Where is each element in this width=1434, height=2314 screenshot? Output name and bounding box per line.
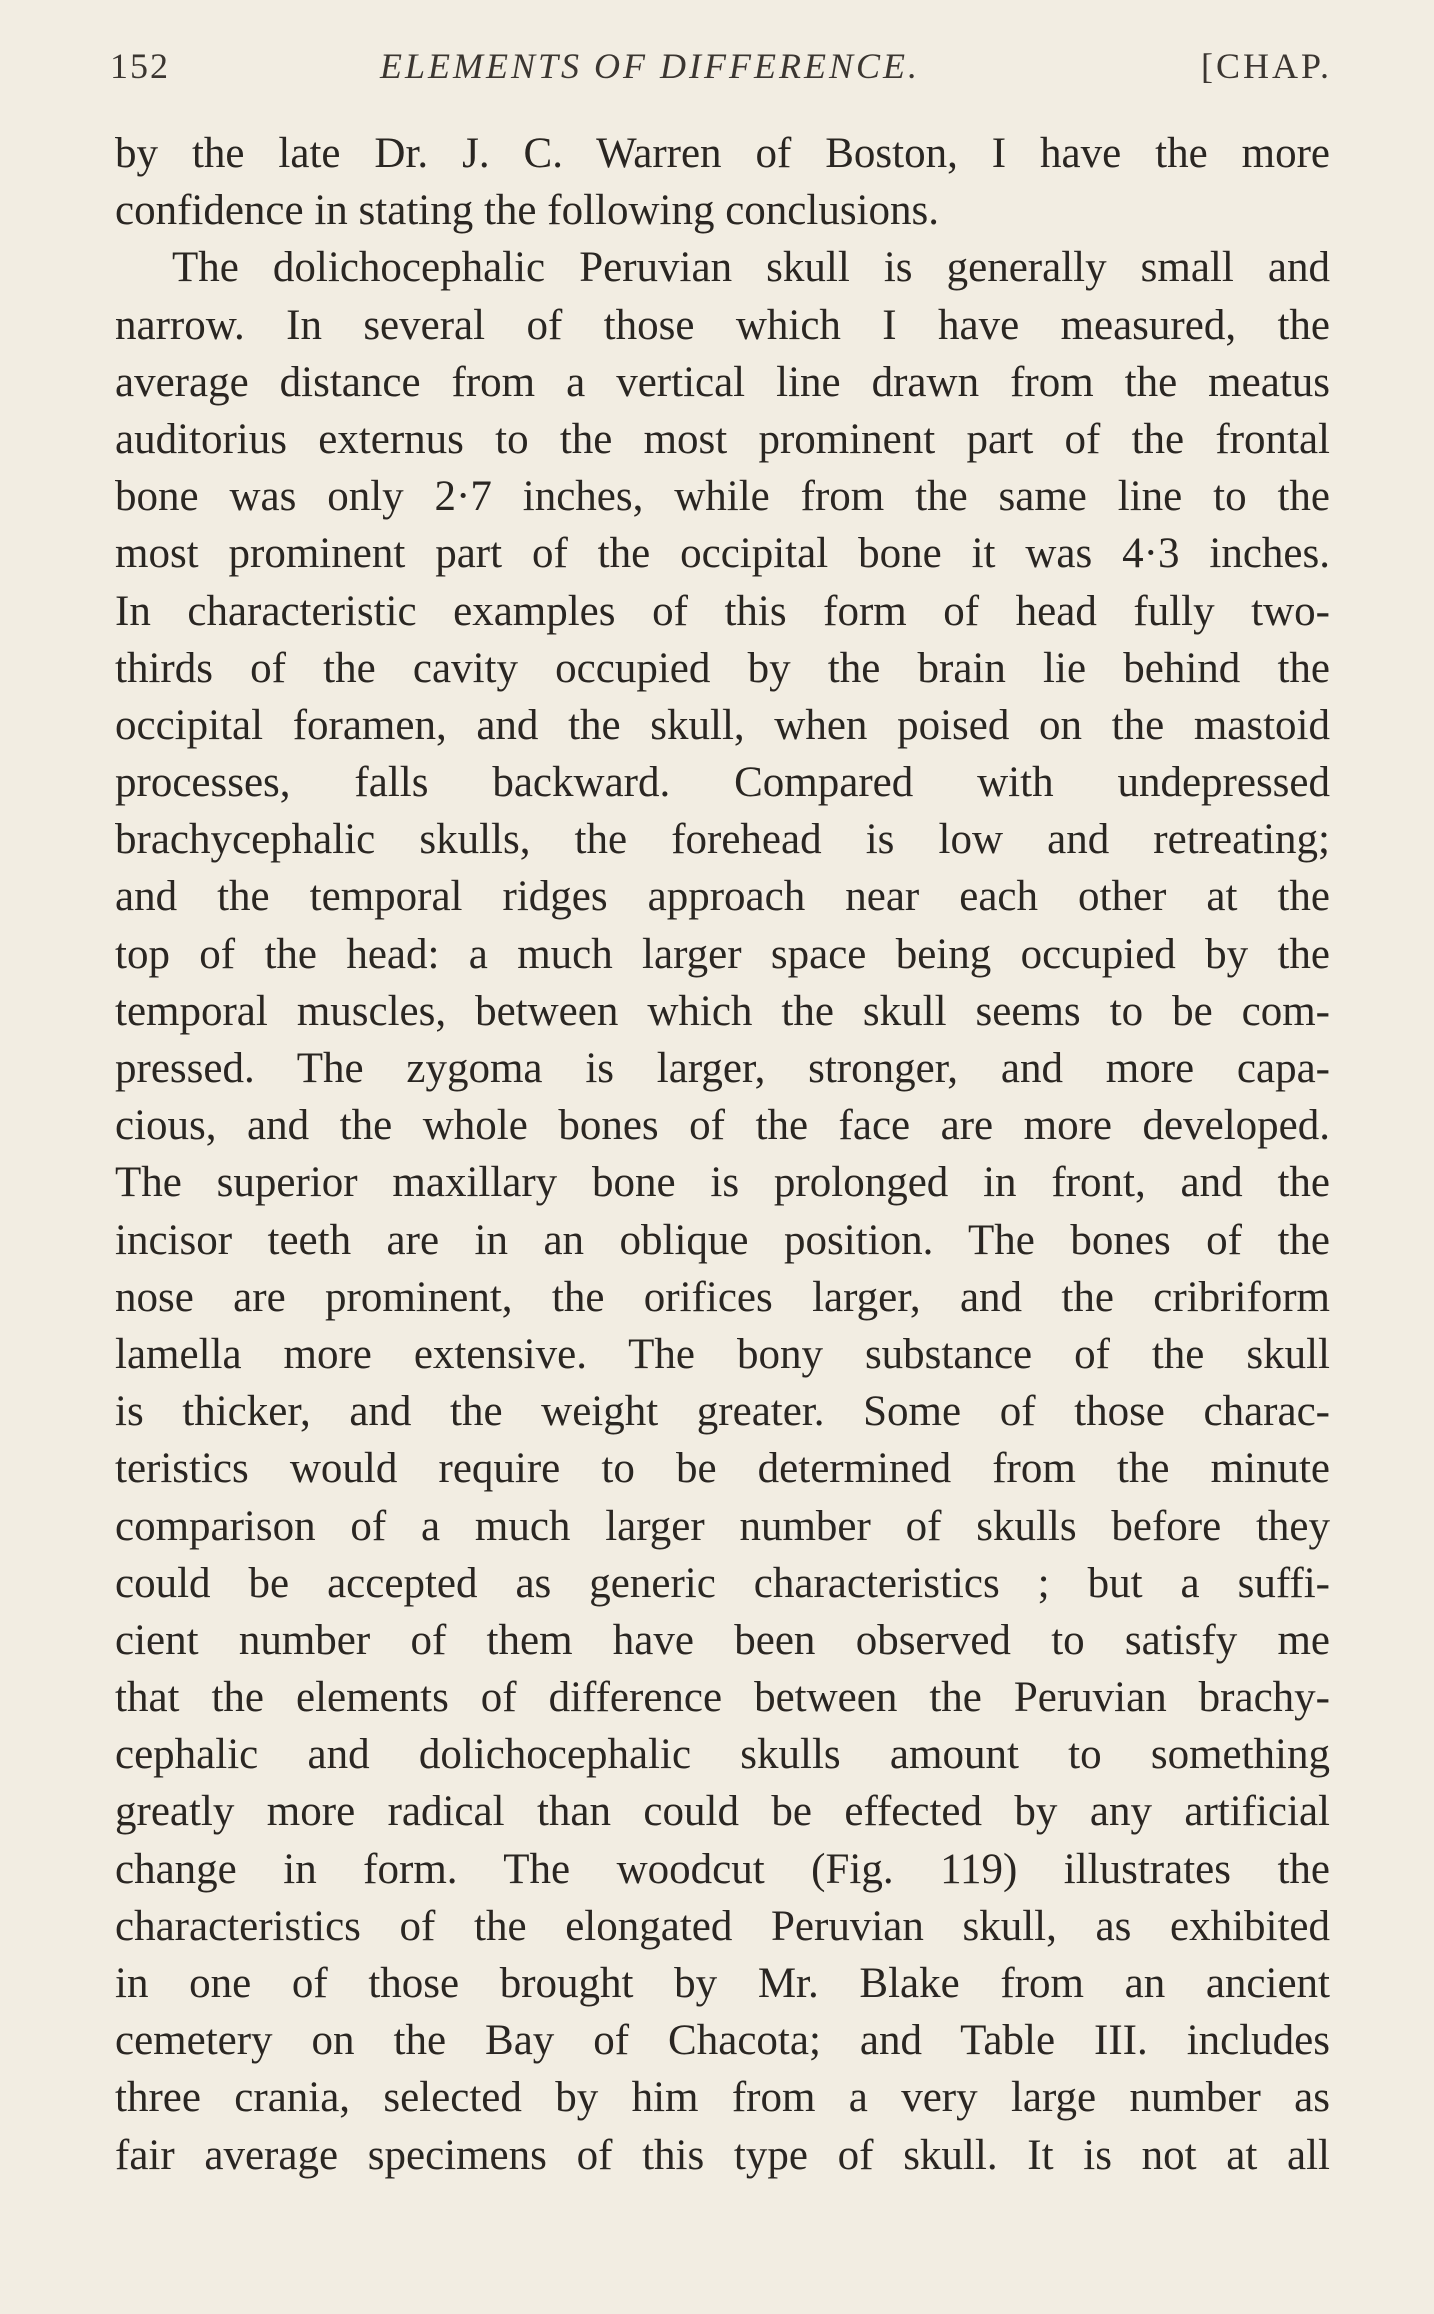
text-line: incisor teeth are in an oblique position. The bones of the [115, 1216, 1330, 1264]
text-line: by the late Dr. J. C. Warren of Boston, I have the more [115, 130, 1330, 177]
text-line: could be accepted as generic characteristics ; but a suffi- [115, 1559, 1330, 1607]
running-head [110, 38, 1332, 94]
text-line: average distance from a vertical line drawn from the meatus [115, 358, 1330, 406]
text-line: three crania, selected by him from a very large number as [115, 2074, 1330, 2122]
text-line: pressed. The zygoma is larger, stronger, and more capa- [115, 1045, 1330, 1092]
running-title: ELEMENTS OF DIFFERENCE. [380, 46, 920, 86]
text-line: fair average specimens of this type of skull. It is not at all [115, 2131, 1330, 2179]
text-line: characteristics of the elongated Peruvian skull, as exhibited [115, 1902, 1330, 1950]
text-line: is thicker, and the weight greater. Some of those charac- [115, 1388, 1330, 1436]
text-line: in one of those brought by Mr. Blake from an ancient [115, 1960, 1330, 2007]
text-line: most prominent part of the occipital bone it was 4·3 inches. [115, 530, 1330, 578]
text-line: The superior maxillary bone is prolonged in front, and the [115, 1159, 1330, 1207]
text-line: comparison of a much larger number of skulls before they [115, 1502, 1330, 1550]
text-line: occipital foramen, and the skull, when poised on the mastoid [115, 701, 1330, 749]
text-line: auditorius externus to the most prominent part of the frontal [115, 415, 1330, 463]
text-line: greatly more radical than could be effected by any artificial [115, 1788, 1330, 1836]
text-line: bone was only 2·7 inches, while from the same line to the [115, 473, 1330, 521]
text-line: thirds of the cavity occupied by the brain lie behind the [115, 644, 1330, 692]
text-line: processes, falls backward. Compared with undepressed [115, 759, 1330, 807]
text-line: cemetery on the Bay of Chacota; and Table III. includes [115, 2017, 1330, 2065]
text-line: narrow. In several of those which I have measured, the [115, 301, 1330, 349]
text-line: and the temporal ridges approach near each other at the [115, 873, 1330, 921]
text-line: that the elements of difference between the Peruvian brachy- [115, 1674, 1330, 1722]
chapter-marker: [CHAP. [1200, 46, 1332, 86]
page-number: 152 [110, 46, 170, 86]
text-line: nose are prominent, the orifices larger, and the cribriform [115, 1273, 1330, 1321]
text-line: The dolichocephalic Peruvian skull is generally small and [172, 244, 1330, 292]
text-line: brachycephalic skulls, the forehead is low and retreating; [115, 816, 1330, 864]
body-text [115, 125, 1330, 2184]
text-line: top of the head: a much larger space being occupied by the [115, 930, 1330, 978]
text-line: temporal muscles, between which the skull seems to be com- [115, 987, 1330, 1035]
text-line: teristics would require to be determined from the minute [115, 1445, 1330, 1493]
text-line: confidence in stating the following conclusions. [115, 187, 939, 235]
text-line: cient number of them have been observed to satisfy me [115, 1616, 1330, 1664]
text-line: In characteristic examples of this form of head fully two- [115, 587, 1330, 635]
text-line: cephalic and dolichocephalic skulls amount to something [115, 1731, 1330, 1779]
text-line: cious, and the whole bones of the face are more developed. [115, 1102, 1330, 1150]
text-line: change in form. The woodcut (Fig. 119) illustrates the [115, 1845, 1330, 1893]
text-line: lamella more extensive. The bony substance of the skull [115, 1330, 1330, 1378]
